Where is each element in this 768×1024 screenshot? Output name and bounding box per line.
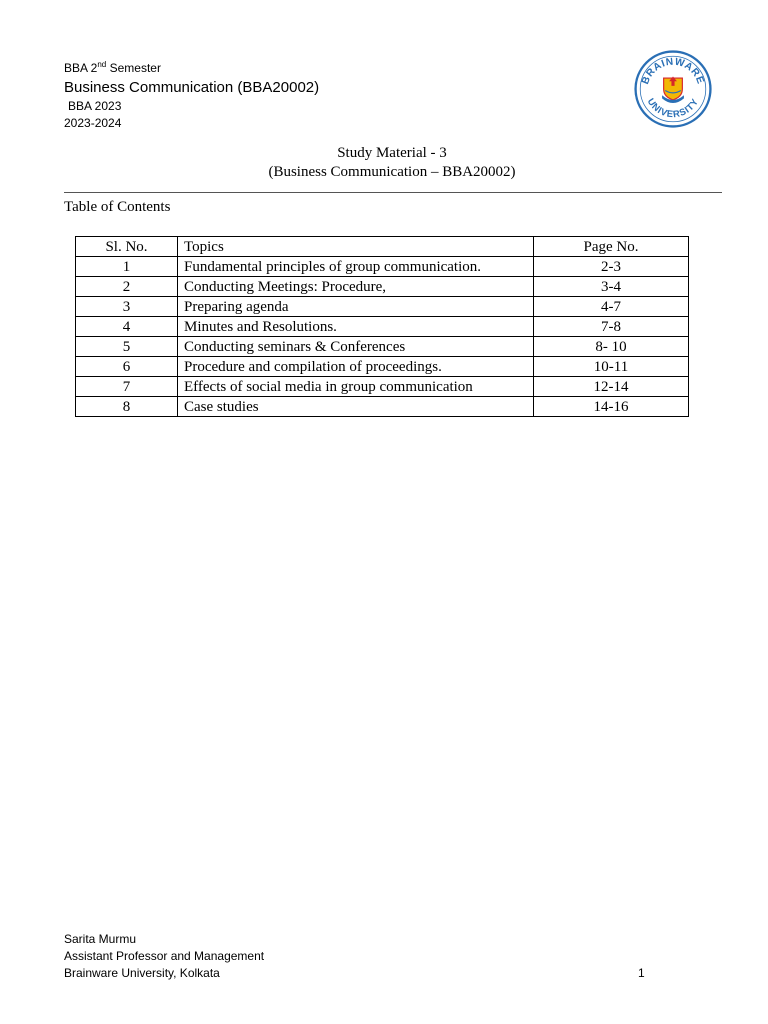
page-cell: 14-16 [534,397,689,417]
sl-no-cell: 5 [76,337,178,357]
document-title [64,144,720,182]
logo-top-text: BRAINWARE [640,56,706,86]
page-cell: 3-4 [534,277,689,297]
topic-cell: Fundamental principles of group communication. [178,257,534,277]
title-line-2: (Business Communication – BBA20002) [268,164,516,180]
table-row [76,257,689,277]
document-header [64,56,319,132]
batch-text: BBA 2023 [68,99,122,113]
logo-bottom-text: UNIVERSITY [645,96,701,120]
document-footer [64,931,264,982]
title-line-1: Study Material - 3 [337,145,447,161]
topic-cell: Minutes and Resolutions. [178,317,534,337]
institution-name: Brainware University, Kolkata [64,966,220,980]
topic-cell: Effects of social media in group communication [178,377,534,397]
page-cell: 10-11 [534,357,689,377]
topic-cell: Procedure and compilation of proceedings. [178,357,534,377]
column-header-sl-no: Sl. No. [76,237,178,257]
ordinal-superscript: nd [97,60,107,69]
page-cell: 8- 10 [534,337,689,357]
sl-no-cell: 6 [76,357,178,377]
author-name: Sarita Murmu [64,932,137,946]
column-header-topics: Topics [178,237,534,257]
semester-text: Semester [106,61,161,75]
page-cell: 7-8 [534,317,689,337]
toc-header-row [76,237,689,257]
sl-no-cell: 8 [76,397,178,417]
column-header-page-no: Page No. [534,237,689,257]
toc-heading: Table of Contents [64,199,171,215]
horizontal-rule [64,192,722,193]
table-row [76,397,689,417]
page-cell: 2-3 [534,257,689,277]
sl-no-cell: 3 [76,297,178,317]
page-cell: 12-14 [534,377,689,397]
page-cell: 4-7 [534,297,689,317]
sl-no-cell: 7 [76,377,178,397]
topic-cell: Conducting seminars & Conferences [178,337,534,357]
table-row [76,337,689,357]
author-designation: Assistant Professor and Management [64,949,265,963]
toc-table [75,236,689,417]
sl-no-cell: 4 [76,317,178,337]
sl-no-cell: 1 [76,257,178,277]
sl-no-cell: 2 [76,277,178,297]
page-number: 1 [638,966,645,980]
course-title: Business Communication (BBA20002) [64,79,320,96]
brainware-university-logo [634,50,712,128]
session-text: 2023-2024 [64,116,122,130]
program-text: BBA 2 [64,61,98,75]
table-row [76,357,689,377]
table-row [76,377,689,397]
topic-cell: Case studies [178,397,534,417]
semester-line [64,56,319,77]
table-row [76,277,689,297]
table-row [76,317,689,337]
table-row [76,297,689,317]
topic-cell: Conducting Meetings: Procedure, [178,277,534,297]
topic-cell: Preparing agenda [178,297,534,317]
